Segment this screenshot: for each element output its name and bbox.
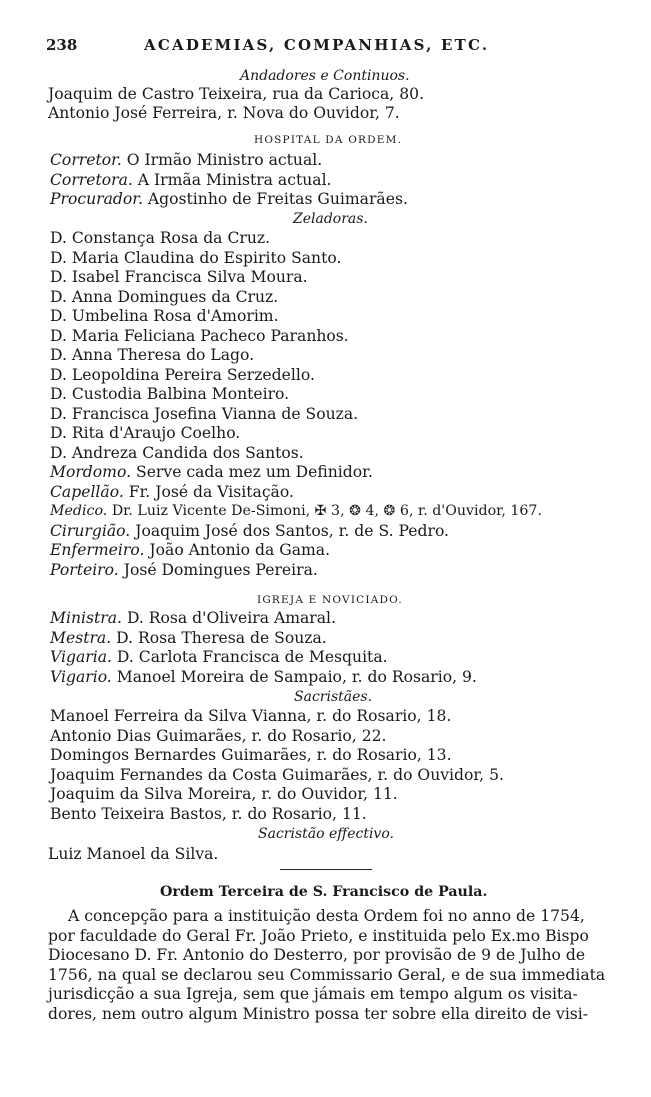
officer-text: Agostinho de Freitas Guimarães.	[147, 190, 408, 208]
staff-line	[50, 463, 373, 482]
officer-line	[50, 190, 408, 209]
officer-text: O Irmão Ministro actual.	[126, 151, 323, 169]
zeladora-entry: D. Isabel Francisca Silva Moura.	[50, 268, 308, 286]
officer-title: Corretora.	[50, 171, 133, 189]
igreja-officer-line	[50, 668, 477, 687]
paragraph-line: A concepção para a instituição desta Ordem foi no anno de 1754,	[68, 907, 585, 925]
paragraph-line: dores, nem outro algum Ministro possa ter sobre ella direito de visi-	[48, 1005, 589, 1023]
officer-title: Vigaria.	[50, 648, 112, 666]
staff-text: Joaquim José dos Santos, r. de S. Pedro.	[135, 522, 450, 540]
sacristao-efectivo-entry: Luiz Manoel da Silva.	[48, 845, 219, 863]
staff-title: Medico.	[50, 503, 108, 519]
staff-text: Fr. José da Visitação.	[128, 483, 294, 501]
officer-text: D. Rosa d'Oliveira Amaral.	[126, 609, 336, 627]
officer-title: Procurador.	[50, 190, 143, 208]
officer-title: Mestra.	[50, 629, 112, 647]
paragraph-line: Diocesano D. Fr. Antonio do Desterro, por provisão de 9 de Julho de	[48, 946, 586, 964]
sacristao-entry: Joaquim Fernandes da Costa Guimarães, r. do Ouvidor, 5.	[50, 766, 504, 784]
officer-text: A Irmãa Ministra actual.	[137, 171, 332, 189]
staff-line	[50, 502, 542, 521]
sacristao-entry: Manoel Ferreira da Silva Vianna, r. do Rosario, 18.	[50, 707, 452, 725]
officer-text: D. Rosa Theresa de Souza.	[116, 629, 327, 647]
staff-line	[50, 522, 449, 541]
staff-text: Dr. Luiz Vicente De-Simoni, ✠ 3, ❂ 4, ❂ 6, r. d'Ouvidor, 167.	[111, 503, 542, 519]
officer-text: Manoel Moreira de Sampaio, r. do Rosario, 9.	[116, 668, 477, 686]
zeladora-entry: D. Andreza Candida dos Santos.	[50, 444, 304, 462]
subheading-zeladoras: Zeladoras.	[293, 211, 368, 227]
igreja-officer-line	[50, 648, 388, 667]
paragraph-line: por faculdade do Geral Fr. João Prieto, e instituida pelo Ex.mo Bispo	[48, 927, 589, 945]
igreja-officer-line	[50, 629, 327, 648]
igreja-officer-line	[50, 609, 336, 628]
staff-title: Enfermeiro.	[50, 541, 145, 559]
officer-title: Ministra.	[50, 609, 122, 627]
staff-title: Mordomo.	[50, 463, 132, 481]
section-heading-ordem: Ordem Terceira de S. Francisco de Paula.	[160, 884, 488, 900]
zeladora-entry: D. Leopoldina Pereira Serzedello.	[50, 366, 315, 384]
zeladora-entry: D. Rita d'Araujo Coelho.	[50, 424, 241, 442]
staff-line	[50, 561, 318, 580]
sacristao-entry: Domingos Bernardes Guimarães, r. do Rosario, 13.	[50, 746, 452, 764]
zeladora-entry: D. Constança Rosa da Cruz.	[50, 229, 271, 247]
subheading-sacristao-efectivo: Sacristão effectivo.	[258, 826, 394, 842]
sacristao-entry: Antonio Dias Guimarães, r. do Rosario, 22.	[50, 727, 387, 745]
andador-entry: Antonio José Ferreira, r. Nova do Ouvidor, 7.	[48, 104, 400, 122]
staff-title: Cirurgião.	[50, 522, 131, 540]
section-heading-hospital: HOSPITAL DA ORDEM.	[254, 134, 403, 146]
officer-line	[50, 151, 322, 170]
officer-title: Corretor.	[50, 151, 122, 169]
staff-title: Capellão.	[50, 483, 124, 501]
section-divider	[280, 869, 372, 870]
sacristao-entry: Joaquim da Silva Moreira, r. do Ouvidor, 11.	[50, 785, 398, 803]
zeladora-entry: D. Maria Feliciana Pacheco Paranhos.	[50, 327, 349, 345]
subheading-sacristaes: Sacristães.	[294, 689, 373, 705]
zeladora-entry: D. Umbelina Rosa d'Amorim.	[50, 307, 279, 325]
paragraph-line: jurisdicção a sua Igreja, sem que jámais em tempo algum os visita-	[48, 985, 578, 1003]
section-heading-igreja: IGREJA E NOVICIADO.	[257, 594, 403, 606]
paragraph-line: 1756, na qual se declarou seu Commissario Geral, e de sua immediata	[48, 966, 606, 984]
running-title: ACADEMIAS, COMPANHIAS, ETC.	[144, 36, 490, 54]
andador-entry: Joaquim de Castro Teixeira, rua da Carioca, 80.	[48, 85, 425, 103]
zeladora-entry: D. Custodia Balbina Monteiro.	[50, 385, 290, 403]
officer-line	[50, 171, 332, 190]
staff-line	[50, 541, 330, 560]
staff-text: José Domingues Pereira.	[123, 561, 318, 579]
staff-text: João Antonio da Gama.	[149, 541, 331, 559]
sacristao-entry: Bento Teixeira Bastos, r. do Rosario, 11.	[50, 805, 367, 823]
zeladora-entry: D. Anna Domingues da Cruz.	[50, 288, 279, 306]
staff-text: Serve cada mez um Definidor.	[136, 463, 373, 481]
zeladora-entry: D. Francisca Josefina Vianna de Souza.	[50, 405, 359, 423]
page-number: 238	[46, 36, 78, 54]
officer-text: D. Carlota Francisca de Mesquita.	[116, 648, 388, 666]
staff-title: Porteiro.	[50, 561, 119, 579]
officer-title: Vigario.	[50, 668, 112, 686]
zeladora-entry: D. Anna Theresa do Lago.	[50, 346, 255, 364]
zeladora-entry: D. Maria Claudina do Espirito Santo.	[50, 249, 342, 267]
section-heading-andadores: Andadores e Continuos.	[240, 68, 410, 84]
staff-line	[50, 483, 294, 502]
